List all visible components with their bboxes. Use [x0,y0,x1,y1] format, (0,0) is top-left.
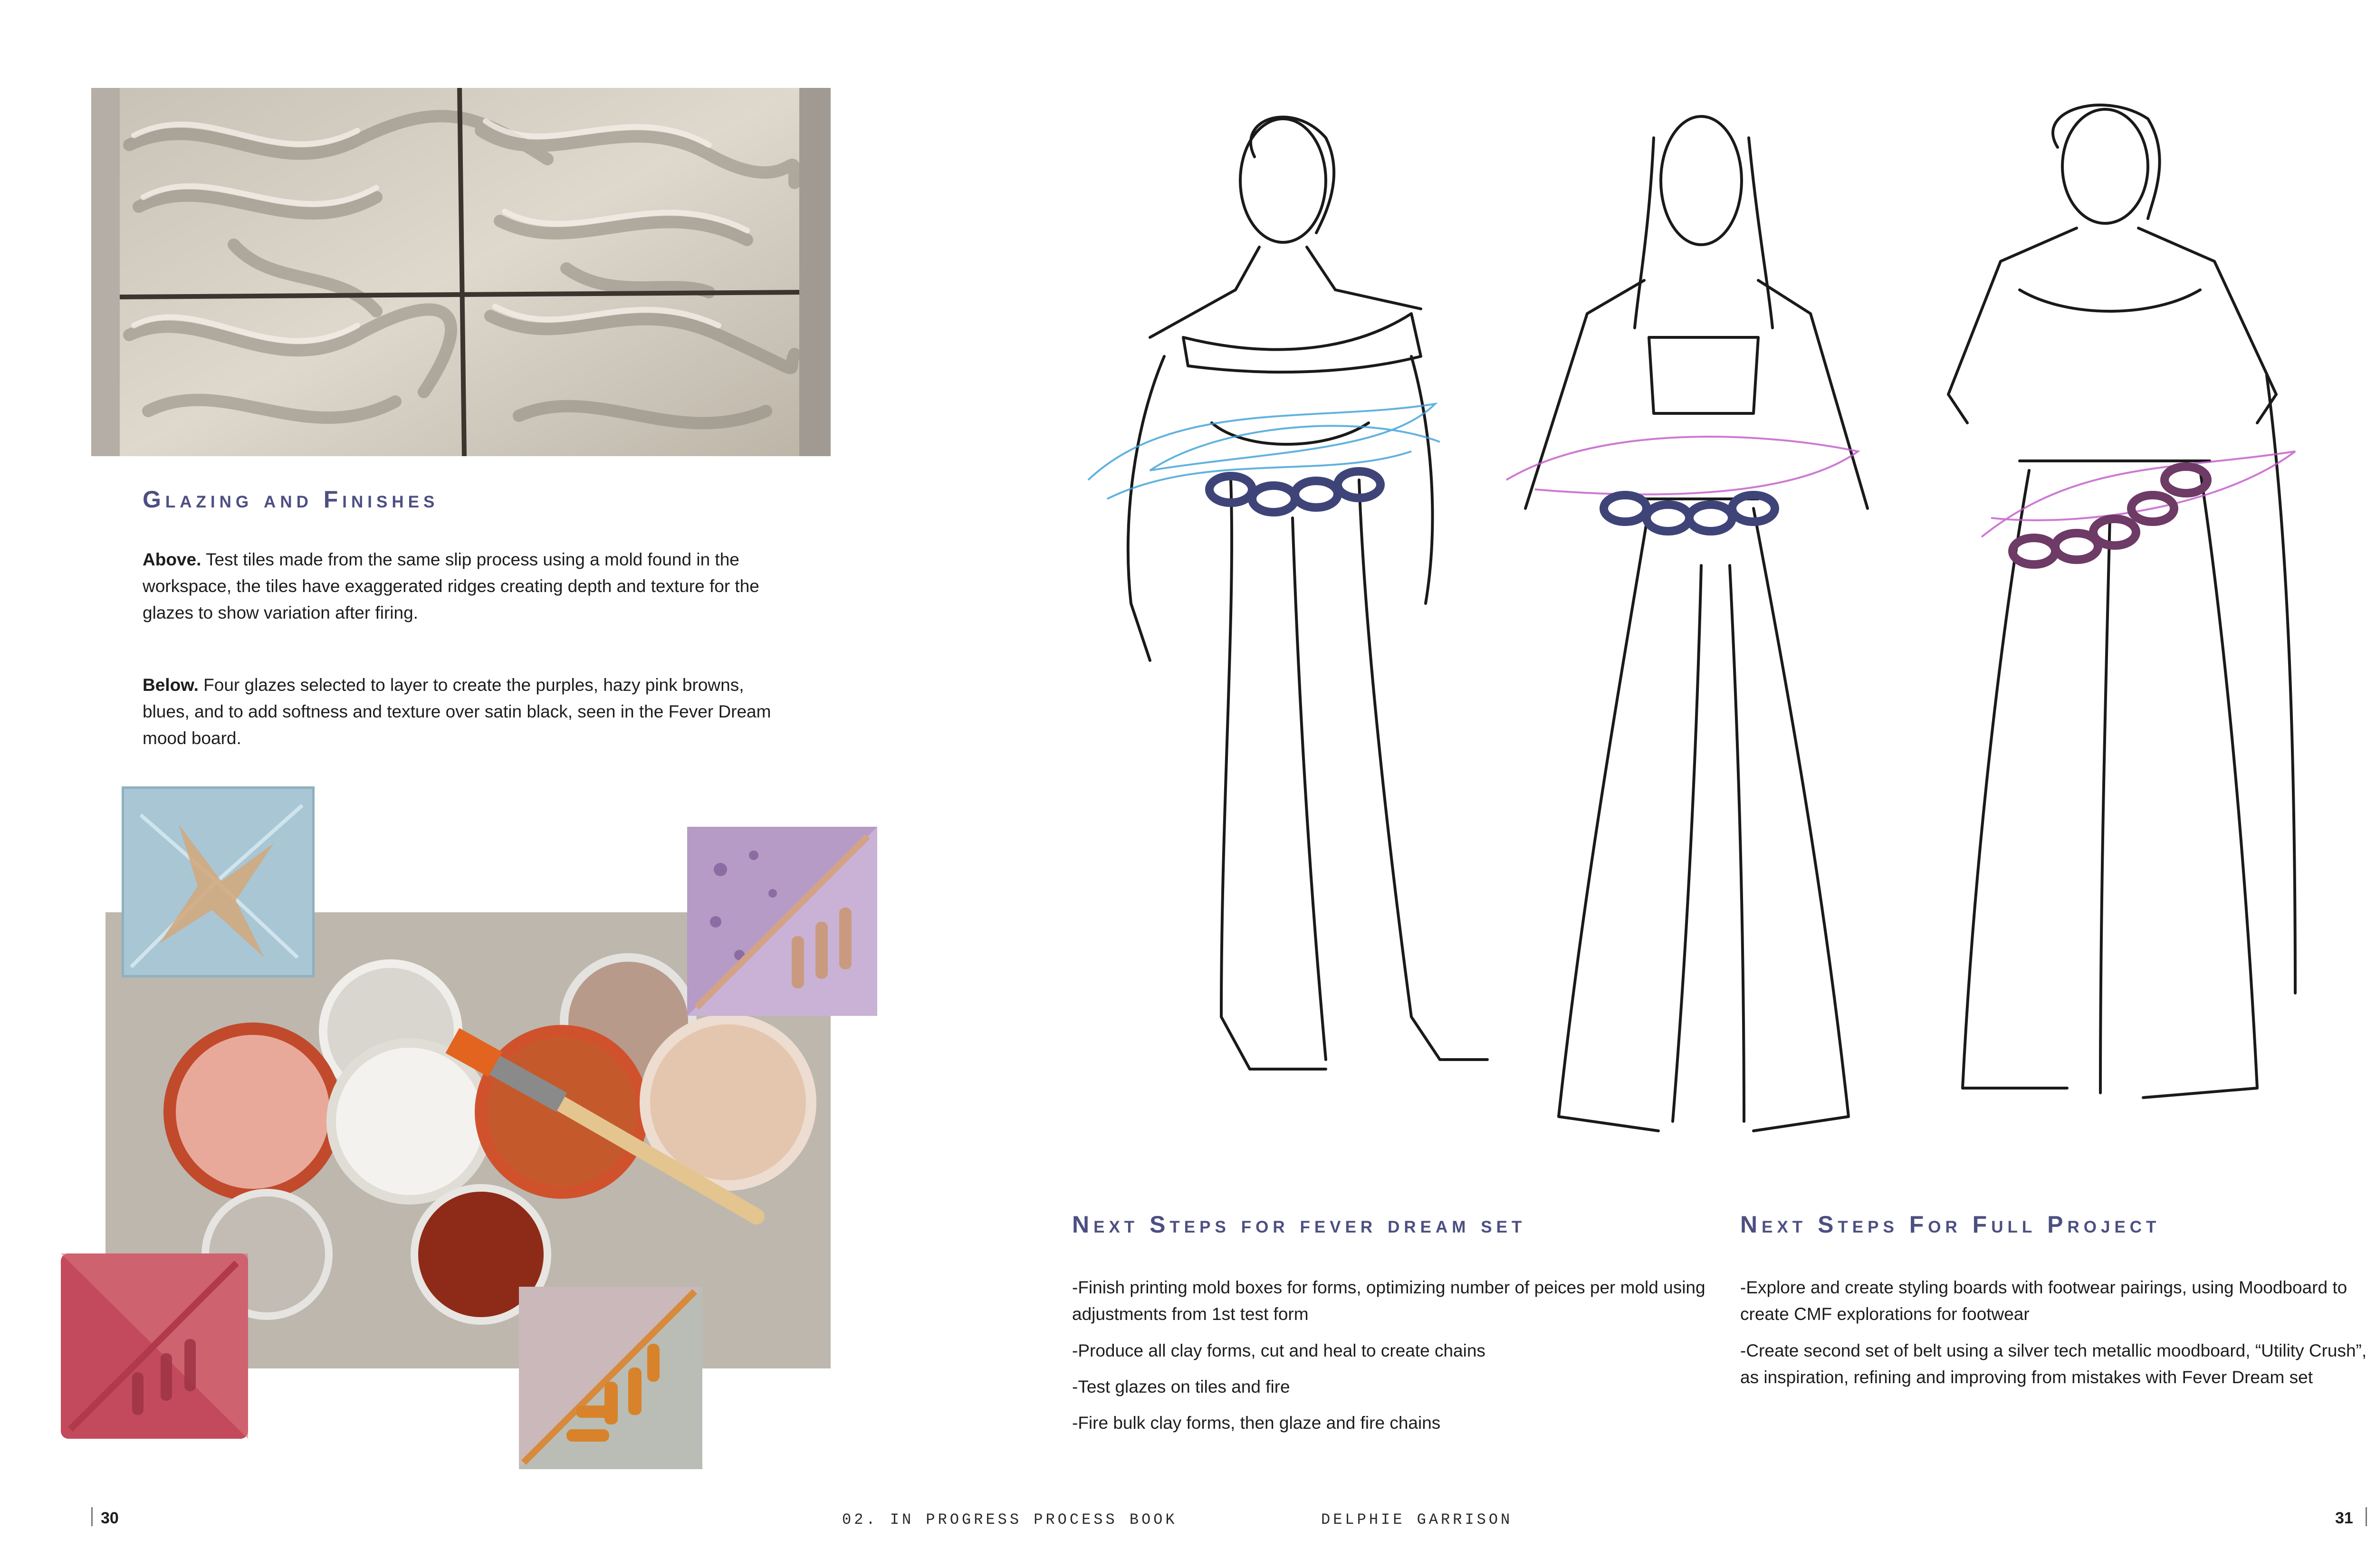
right-page-number: 31 [2335,1509,2353,1527]
below-paragraph [143,672,789,752]
blue-glaze-tile-photo [122,786,315,977]
above-label: Above. [143,550,201,569]
left-page-number: 30 [101,1509,119,1527]
purple-glaze-tile-photo [687,827,877,1016]
full-project-heading: Next Steps For Full Project [1740,1211,2161,1238]
ceramic-tiles-photo [91,88,831,456]
below-text: Four glazes selected to layer to create the purples, hazy pink browns, blues, and to add softness and texture over satin black, seen in the Fever Dream mood board. [143,675,771,748]
above-paragraph [143,546,789,626]
above-text: Test tiles made from the same slip process using a mold found in the workspace, the tiles have exaggerated ridges creating depth and texture for the glazes to show variation after firing. [143,550,759,622]
fashion-sketches-illustration [1079,90,2324,1174]
fever-dream-item: -Produce all clay forms, cut and heal to create chains [1072,1341,1485,1360]
glazing-heading: Glazing and Finishes [143,486,439,513]
fever-dream-heading: Next Steps for fever dream set [1072,1211,1526,1238]
below-label: Below. [143,675,199,695]
footer-book-title: 02. IN PROGRESS PROCESS BOOK [842,1511,1178,1529]
footer-author: DELPHIE GARRISON [1321,1511,1513,1529]
full-project-item: -Create second set of belt using a silver tech metallic moodboard, “Utility Crush”, as inspiration, refining and improving from mistakes with Fever Dream set [1740,1341,2367,1387]
fever-dream-item: -Test glazes on tiles and fire [1072,1377,1290,1396]
left-page-tick [91,1507,93,1526]
fever-dream-item: -Fire bulk clay forms, then glaze and fire chains [1072,1413,1441,1433]
fever-dream-item: -Finish printing mold boxes for forms, optimizing number of peices per mold using adjustments from 1st test form [1072,1278,1705,1324]
full-project-item: -Explore and create styling boards with footwear pairings, using Moodboard to create CMF explorations for footwear [1740,1278,2347,1324]
copper-glaze-tile-photo [519,1287,702,1469]
red-glaze-tile-photo [61,1253,248,1439]
right-page-tick [2366,1507,2367,1526]
